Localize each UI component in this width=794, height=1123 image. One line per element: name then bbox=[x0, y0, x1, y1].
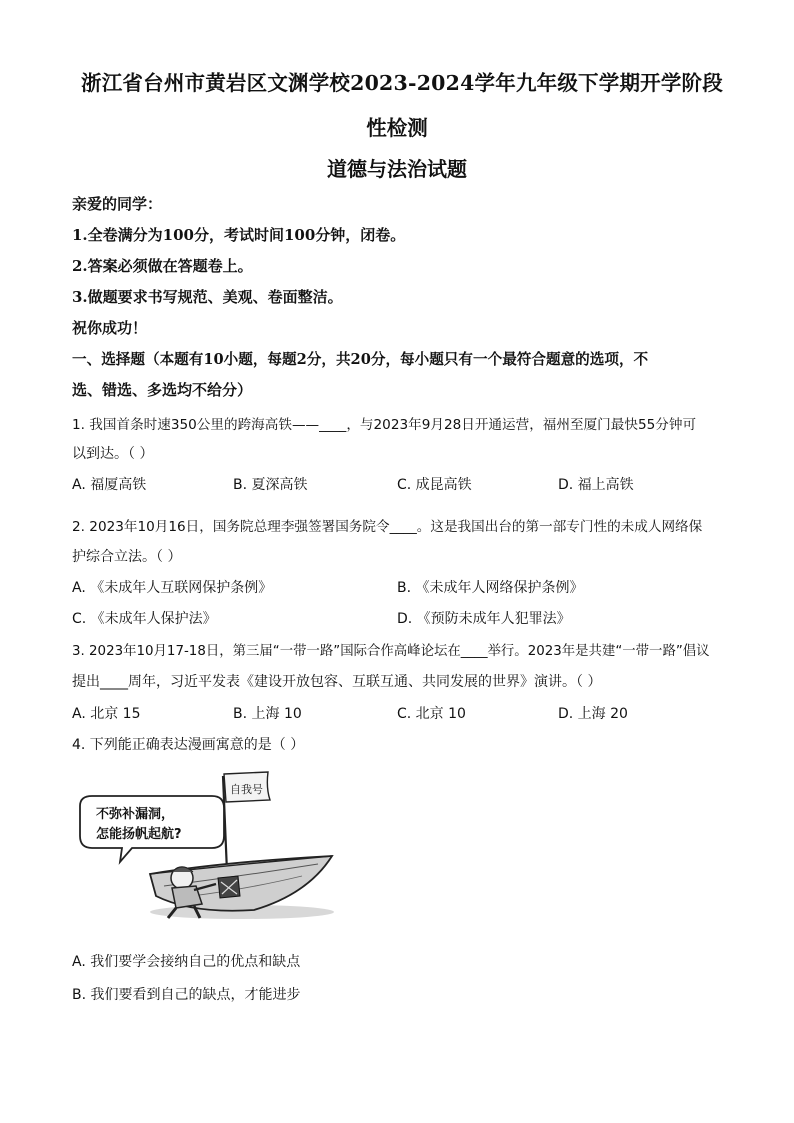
question-2-option-b[interactable]: B. 《未成年人网络保护条例》 bbox=[397, 580, 584, 596]
question-1-line2: 以到达。（ ） bbox=[72, 446, 154, 462]
section-heading-line2: 选、错选、多选均不给分） bbox=[72, 381, 253, 399]
question-1-line1: 1. 我国首条时速350公里的跨海高铁——____，与2023年9月28日开通运营，福州至厦门最快55分钟可 bbox=[72, 417, 697, 433]
question-2-line1: 2. 2023年10月16日，国务院总理李强签署国务院令____。这是我国出台的第一部专门性的未成人网络保 bbox=[72, 519, 703, 535]
question-3-line2: 提出____周年，习近平发表《建设开放包容、互联互通、共同发展的世界》演讲。（ ） bbox=[72, 674, 602, 690]
question-1-option-d[interactable]: D. 福上高铁 bbox=[558, 477, 634, 493]
question-4-line1: 4. 下列能正确表达漫画寓意的是（ ） bbox=[72, 737, 305, 753]
question-2-option-a[interactable]: A. 《未成年人互联网保护条例》 bbox=[72, 580, 273, 596]
question-3-option-d[interactable]: D. 上海 20 bbox=[558, 706, 628, 722]
rule-3: 3.做题要求书写规范、美观、卷面整洁。 bbox=[72, 288, 343, 306]
rule-1: 1.全卷满分为100分，考试时间100分钟，闭卷。 bbox=[72, 226, 406, 244]
speech-text-line1: 不弥补漏洞， bbox=[96, 807, 175, 822]
question-2-line2: 护综合立法。（ ） bbox=[72, 549, 182, 565]
question-3-option-c[interactable]: C. 北京 10 bbox=[397, 706, 466, 722]
question-1-option-a[interactable]: A. 福厦高铁 bbox=[72, 477, 147, 493]
question-4-option-b[interactable]: B. 我们要看到自己的缺点，才能进步 bbox=[72, 987, 301, 1003]
wish: 祝你成功！ bbox=[72, 319, 148, 337]
question-4-option-a[interactable]: A. 我们要学会接纳自己的优点和缺点 bbox=[72, 954, 301, 970]
section-heading-line1: 一、选择题（本题有10小题，每题2分，共20分，每小题只有一个最符合题意的选项，不 bbox=[72, 351, 649, 368]
subject-title: 道德与法治试题 bbox=[327, 157, 467, 181]
question-1-option-c[interactable]: C. 成昆高铁 bbox=[397, 477, 472, 493]
boat-cartoon-image bbox=[72, 766, 334, 922]
rule-2: 2.答案必须做在答题卷上。 bbox=[72, 257, 253, 275]
question-2-option-c[interactable]: C. 《未成年人保护法》 bbox=[72, 611, 217, 627]
question-2-option-d[interactable]: D. 《预防未成年人犯罪法》 bbox=[397, 611, 571, 627]
exam-title-line1: 浙江省台州市黄岩区文渊学校2023-2024学年九年级下学期开学阶段 bbox=[81, 71, 723, 95]
question-3-line1: 3. 2023年10月17-18日，第三届“一带一路”国际合作高峰论坛在____举行。2023年是共建“一带一路”倡议 bbox=[72, 644, 710, 659]
exam-title-line2: 性检测 bbox=[366, 116, 428, 140]
question-1-option-b[interactable]: B. 夏深高铁 bbox=[233, 477, 308, 493]
question-3-option-b[interactable]: B. 上海 10 bbox=[233, 706, 302, 722]
flag-text: 自我号 bbox=[230, 783, 263, 796]
speech-text-line2: 怎能扬帆起航? bbox=[96, 827, 182, 842]
greeting: 亲爱的同学： bbox=[72, 195, 163, 213]
question-3-option-a[interactable]: A. 北京 15 bbox=[72, 706, 141, 722]
